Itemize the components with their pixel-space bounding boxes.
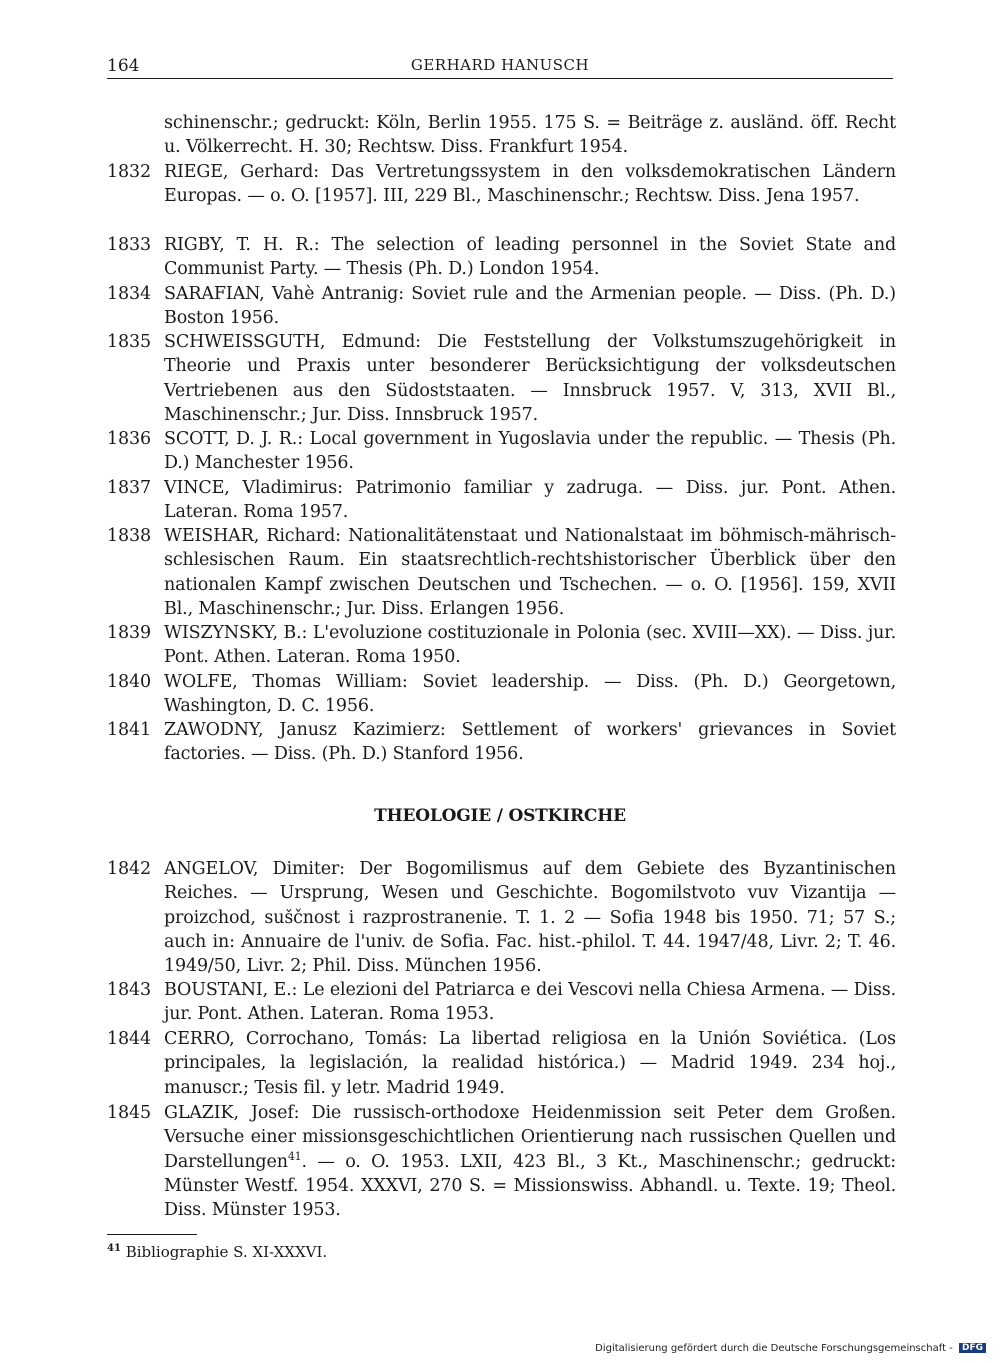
entry-text: BOUSTANI, E.: Le elezioni del Patriarca e dei Vescovi nella Chiesa Armena. — Diss. jur. Pont. Athen. Lateran. Roma 1953. bbox=[164, 980, 896, 1025]
entry-text: ZAWODNY, Janusz Kazimierz: Settlement of workers' grievances in Soviet factories. — Diss. (Ph. D.) Stanford 1956. bbox=[164, 720, 896, 765]
entry-number: 1837 bbox=[107, 478, 151, 498]
entry-number: 1833 bbox=[107, 235, 151, 255]
entry-number: 1845 bbox=[107, 1103, 151, 1123]
entry-text-part: . — o. O. 1953. LXII, 423 Bl., 3 Kt., Maschinenschr.; gedruckt: Münster Westf. 1954. XXXVI, 270 S. = Missionswiss. Abhandl. u. Texte. 19; Theol. Diss. Münster 1953. bbox=[164, 1151, 896, 1221]
entry-number: 1843 bbox=[107, 980, 151, 1000]
entry-text: SCHWEISSGUTH, Edmund: Die Feststellung der Volkstumszugehörigkeit in Theorie und Praxis unter besonderer Berücksichtigung der volksdeutschen Vertriebenen aus den Südoststaaten. — Innsbruck 1957. V, 313, XVII Bl., Maschinenschr.; Jur. Diss. Innsbruck 1957. bbox=[164, 332, 896, 425]
entry-number: 1839 bbox=[107, 623, 151, 643]
entry-text bbox=[164, 1101, 896, 1222]
header-rule bbox=[107, 78, 893, 79]
page-header bbox=[107, 56, 893, 80]
entry-text: SCOTT, D. J. R.: Local government in Yugoslavia under the republic. — Thesis (Ph. D.) Manchester 1956. bbox=[164, 429, 896, 474]
entry-number: 1832 bbox=[107, 162, 151, 182]
entry-text: WISZYNSKY, B.: L'evoluzione costituzionale in Polonia (sec. XVIII—XX). — Diss. jur. Pont. Athen. Lateran. Roma 1950. bbox=[164, 623, 896, 668]
entry-text: SARAFIAN, Vahè Antranig: Soviet rule and the Armenian people. — Diss. (Ph. D.) Boston 1956. bbox=[164, 284, 896, 329]
entry-text: ANGELOV, Dimiter: Der Bogomilismus auf dem Gebiete des Byzantinischen Reiches. — Ursprung, Wesen und Geschichte. Bogomilstvoto vuv Vizantija — proizchod, suščnost i razprostranenie. T. 1. 2 — Sofia 1948 bis 1950. 71; 57 S.; auch in: Annuaire de l'univ. de Sofia. Fac. hist.-philol. T. 44. 1947/48, Livr. 2; T. 46. 1949/50, Livr. 2; Phil. Diss. München 1956. bbox=[164, 859, 896, 977]
footnote-rule bbox=[107, 1234, 197, 1235]
entry-text: RIEGE, Gerhard: Das Vertretungssystem in den volksdemokratischen Ländern Europas. — o. O. [1957]. III, 229 Bl., Maschinenschr.; Rechtsw. Diss. Jena 1957. bbox=[164, 162, 896, 207]
entry-number: 1841 bbox=[107, 720, 151, 740]
footnote-reference: 41 bbox=[287, 1149, 302, 1163]
entry-number: 1835 bbox=[107, 332, 151, 352]
footnote-text: Bibliographie S. XI-XXXVI. bbox=[125, 1243, 328, 1261]
footnote-mark: 41 bbox=[107, 1243, 121, 1254]
section-heading: THEOLOGIE / OSTKIRCHE bbox=[374, 806, 626, 826]
continuation-text: schinenschr.; gedruckt: Köln, Berlin 1955. 175 S. = Beiträge z. ausländ. öff. Recht u. Völkerrecht. H. 30; Rechtsw. Diss. Frankfurt 1954. bbox=[164, 113, 896, 158]
credit-text: Digitalisierung gefördert durch die Deutsche Forschungsgemeinschaft - bbox=[595, 1343, 953, 1354]
entry-number: 1844 bbox=[107, 1029, 151, 1049]
entry-text-part: GLAZIK, Josef: Die russisch-orthodoxe Heidenmission seit Peter dem Großen. Versuche einer missionsgeschichtlichen Orientierung nach russischen Quellen und Darstellungen bbox=[164, 1103, 896, 1172]
entry-text: WEISHAR, Richard: Nationalitätenstaat und Nationalstaat im böhmisch-mährisch-schlesischen Raum. Ein staatsrechtlich-rechtshistorischer Überblick über den nationalen Kampf zwischen Deutschen und Tschechen. — o. O. [1956]. 159, XVII Bl., Maschinenschr.; Jur. Diss. Erlangen 1956. bbox=[164, 526, 896, 619]
dfg-logo: DFG bbox=[959, 1343, 986, 1353]
entry-number: 1838 bbox=[107, 526, 151, 546]
entry-text: RIGBY, T. H. R.: The selection of leading personnel in the Soviet State and Communist Party. — Thesis (Ph. D.) London 1954. bbox=[164, 235, 896, 280]
entry-text: WOLFE, Thomas William: Soviet leadership. — Diss. (Ph. D.) Georgetown, Washington, D. C. 1956. bbox=[164, 672, 896, 717]
page-number: 164 bbox=[107, 56, 140, 76]
running-head: GERHARD HANUSCH bbox=[410, 56, 590, 74]
footnote bbox=[107, 1243, 327, 1261]
digitization-credit bbox=[595, 1343, 986, 1354]
entry-number: 1842 bbox=[107, 859, 151, 879]
entry-number: 1840 bbox=[107, 672, 151, 692]
entry-text: CERRO, Corrochano, Tomás: La libertad religiosa en la Unión Soviética. (Los principales, la legislación, la realidad histórica.) — Madrid 1949. 234 hoj., manuscr.; Tesis fil. y letr. Madrid 1949. bbox=[164, 1029, 896, 1098]
entry-number: 1836 bbox=[107, 429, 151, 449]
entry-text: VINCE, Vladimirus: Patrimonio familiar y zadruga. — Diss. jur. Pont. Athen. Lateran. Roma 1957. bbox=[164, 478, 896, 523]
entry-number: 1834 bbox=[107, 284, 151, 304]
